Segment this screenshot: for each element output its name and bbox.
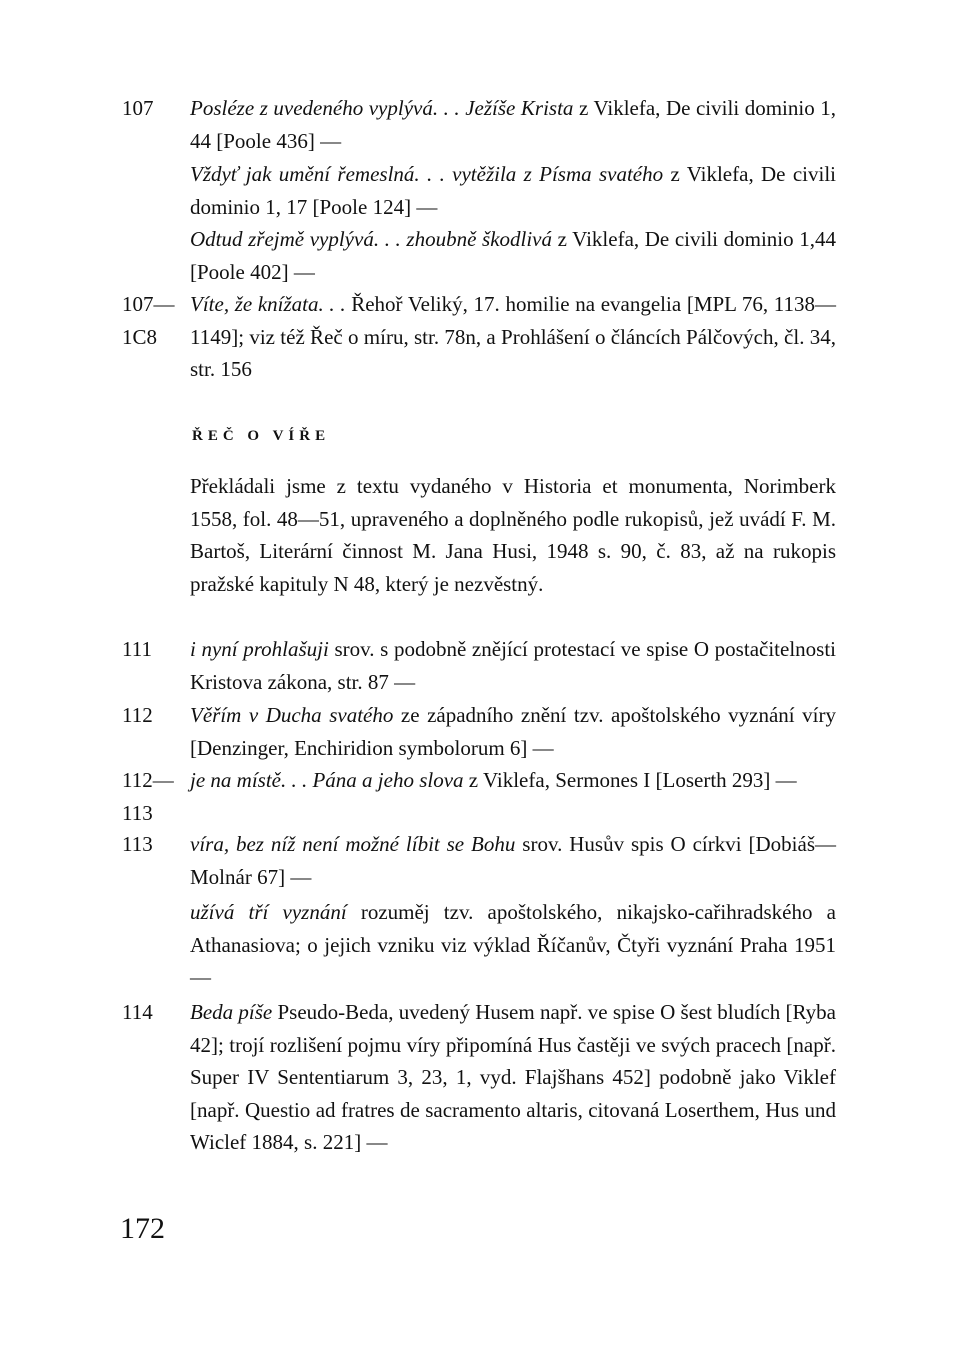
note-text	[190, 92, 836, 157]
note-text	[190, 896, 836, 994]
quoted-phrase: Vždyť jak umění řemeslná. . . vytěžila z Písma svatého	[190, 162, 664, 186]
quoted-phrase: víra, bez níž není možné líbit se Bohu	[190, 832, 516, 856]
note-text	[190, 223, 836, 288]
note-text	[190, 828, 836, 893]
line-number: 114	[122, 1000, 153, 1024]
note-body: srov. Husův spis O církvi [Dobiáš—Molnár 67] —	[190, 832, 836, 889]
line-number: 112	[122, 703, 153, 727]
note-body: z Viklefa, De civili dominio 1,44 [Poole 402] —	[190, 227, 836, 284]
quoted-phrase: Posléze z uvedeného vyplývá. . . Ježíše Krista	[190, 96, 574, 120]
quoted-phrase: Beda píše	[190, 1000, 273, 1024]
note-body: Překládali jsme z textu vydaného v Historia et monumenta, Norimberk 1558, fol. 48—51, upraveného a doplněného podle rukopisů, jež uvádí F. M. Bartoš, Literární činnost M. Jana Husi, 1948 s. 90, č. 83, až na rukopis pražské kapituly N 48, který je nezvěstný.	[190, 474, 836, 596]
note-body: z Viklefa, De civili dominio 1, 44 [Poole 436] —	[190, 96, 836, 153]
quoted-phrase: je na místě. . . Pána a jeho slova	[190, 768, 464, 792]
note-body: rozuměj tzv. apoštolského, nikajsko-cařihradského a Athanasiova; o jejich vzniku viz výklad Říčanův, Čtyři vyznání Praha 1951 —	[190, 900, 836, 990]
note-body: Pseudo-Beda, uvedený Husem např. ve spise O šest bludích [Ryba 42]; trojí rozlišení pojmu víry připomíná Hus častěji ve svých pracech [např. Super IV Sententiarum 3, 23, 1, vyd. Flajšhans 452] podobně jako Viklef [např. Questio ad fratres de sacramento altaris, citovaná Loserthem, Hus und Wiclef 1884, s. 221] —	[190, 1000, 836, 1155]
note-body: z Viklefa, De civili dominio 1, 17 [Poole 124] —	[190, 162, 836, 219]
note-text	[190, 158, 836, 223]
quoted-phrase: Víte, že knížata. . .	[190, 292, 346, 316]
line-number: 111	[122, 637, 152, 661]
quoted-phrase: užívá tří vyznání	[190, 900, 347, 924]
quoted-phrase: Odtud zřejmě vyplývá. . . zhoubně škodlivá	[190, 227, 553, 251]
intro-text	[190, 470, 836, 600]
note-body: ze západního znění tzv. apoštolského vyznání víry [Denzinger, Enchiridion symbolorum 6] —	[190, 703, 836, 760]
note-text	[190, 699, 836, 764]
line-number: 107— 1C8	[122, 292, 175, 349]
section-heading: ŘEČ O VÍŘE	[192, 428, 331, 444]
note-text	[190, 633, 836, 698]
note-body: srov. s podobně znějící protestací ve spise O postačitelnosti Kristova zákona, str. 87 —	[190, 637, 837, 694]
note-text	[190, 996, 836, 1159]
line-number: 113	[122, 832, 153, 856]
note-body: Řehoř Veliký, 17. homilie na evangelia [MPL 76, 1138—1149]; viz též Řeč o míru, str. 78n, a Prohlášení o článcích Pálčových, čl. 34, str. 156	[190, 292, 836, 382]
page-number: 172	[120, 1212, 165, 1245]
note-body: z Viklefa, Sermones I [Loserth 293] —	[463, 768, 797, 792]
quoted-phrase: i nyní prohlašuji	[190, 637, 329, 661]
note-text	[190, 764, 836, 797]
line-number: 112— 113	[122, 768, 174, 825]
line-number: 107	[122, 96, 154, 120]
quoted-phrase: Věřím v Ducha svatého	[190, 703, 394, 727]
note-text	[190, 288, 836, 386]
